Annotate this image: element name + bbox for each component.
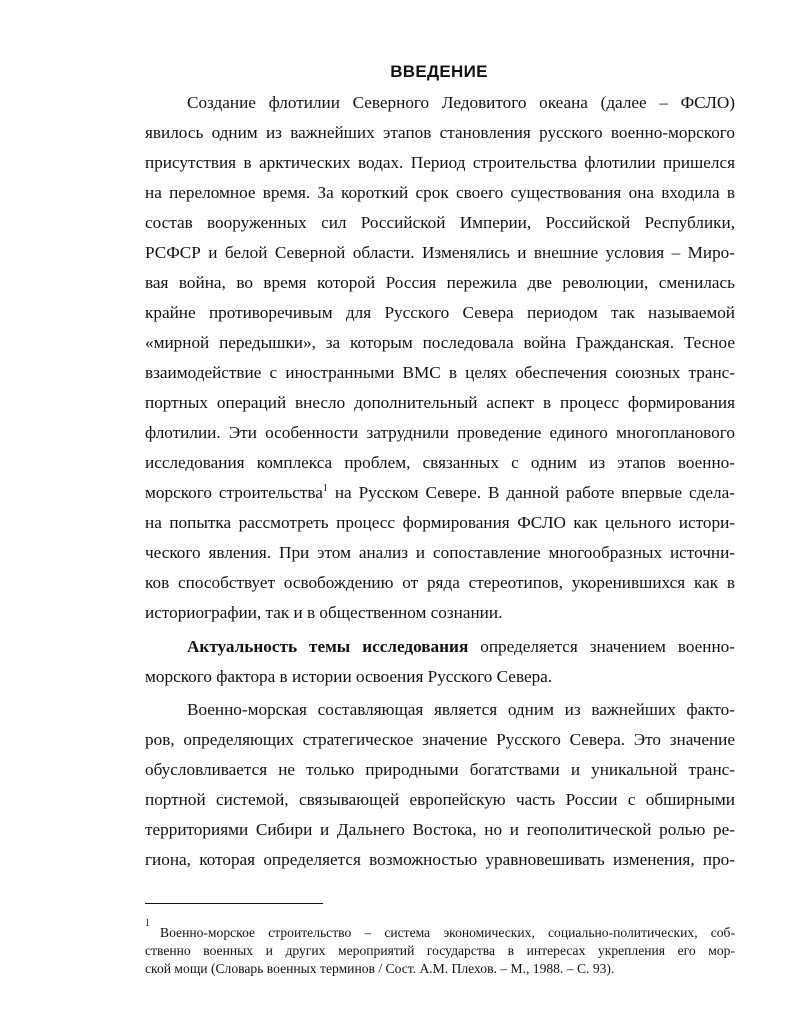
paragraph-line: взаимодействие с иностранными ВМС в целях обеспечения союзных транс- <box>145 363 735 382</box>
paragraph-line: ческого явления. При этом анализ и сопоставление многообразных источни- <box>145 543 735 562</box>
footnote-line: ской мощи (Словарь военных терминов / Сост. А.М. Плехов. – М., 1988. – С. 93). <box>145 961 615 976</box>
paragraph-line: на попытка рассмотреть процесс формирования ФСЛО как цельного истори- <box>145 513 735 532</box>
footnote-separator <box>145 903 323 904</box>
paragraph-line: Создание флотилии Северного Ледовитого океана (далее – ФСЛО) <box>187 93 735 112</box>
paragraph-line: исследования комплекса проблем, связанных с одним из этапов военно- <box>145 453 735 472</box>
paragraph-line: «мирной передышки», за которым последовала война Гражданская. Тесное <box>145 333 735 352</box>
footnote-line: ственно военных и других мероприятий государства в интересах укрепления его мор- <box>145 943 735 958</box>
paragraph-line: ров, определяющих стратегическое значение Русского Севера. Это значение <box>145 730 735 749</box>
paragraph-line: портных операций внесло дополнительный аспект в процесс формирования <box>145 393 735 412</box>
paragraph-line: портной системой, связывающей европейскую часть России с обширными <box>145 790 735 809</box>
paragraph-line: ков способствует освобождению от ряда стереотипов, укоренившихся как в <box>145 573 735 592</box>
footnote-reference: 1 <box>322 483 328 494</box>
line-text: на Русском Севере. В данной работе впервые сдела- <box>327 483 735 502</box>
line-text: определяется значением военно- <box>468 637 735 656</box>
footnote-mark: 1 <box>145 918 150 929</box>
paragraph-line: РСФСР и белой Северной области. Изменялись и внешние условия – Миро- <box>145 243 735 262</box>
actuality-line <box>187 637 735 657</box>
actuality-heading: Актуальность темы исследования <box>187 637 469 656</box>
line-text: морского строительства <box>145 483 323 502</box>
paragraph-line: историографии, так и в общественном сознании. <box>145 603 503 622</box>
paragraph-line: территориями Сибири и Дальнего Востока, но и геополитической ролью ре- <box>145 820 735 839</box>
paragraph-line: Военно-морская составляющая является одним из важнейших факто- <box>187 700 735 719</box>
paragraph-line: явилось одним из важнейших этапов становления русского военно-морского <box>145 123 735 142</box>
paragraph-line: гиона, которая определяется возможностью уравновешивать изменения, про- <box>145 850 735 869</box>
paragraph-line: на переломное время. За короткий срок своего существования она входила в <box>145 183 735 202</box>
paragraph-line: обусловливается не только природными богатствами и уникальной транс- <box>145 760 735 779</box>
paragraph-line: присутствия в арктических водах. Период строительства флотилии пришелся <box>145 153 735 172</box>
paragraph-line: морского фактора в истории освоения Русского Севера. <box>145 667 553 686</box>
footnote-line: Военно-морское строительство – система экономических, социально-политических, соб- <box>160 925 735 940</box>
paragraph-line: флотилии. Эти особенности затруднили проведение единого многопланового <box>145 423 735 442</box>
paragraph-line: вая война, во время которой Россия пережила две революции, сменилась <box>145 273 735 292</box>
paragraph-line: состав вооруженных сил Российской Империи, Российской Республики, <box>145 213 735 232</box>
paragraph-line: крайне противоречивым для Русского Севера периодом так называемой <box>145 303 735 322</box>
paragraph-line-with-footnote-ref <box>145 483 735 503</box>
page-title: ВВЕДЕНИЕ <box>390 62 488 81</box>
